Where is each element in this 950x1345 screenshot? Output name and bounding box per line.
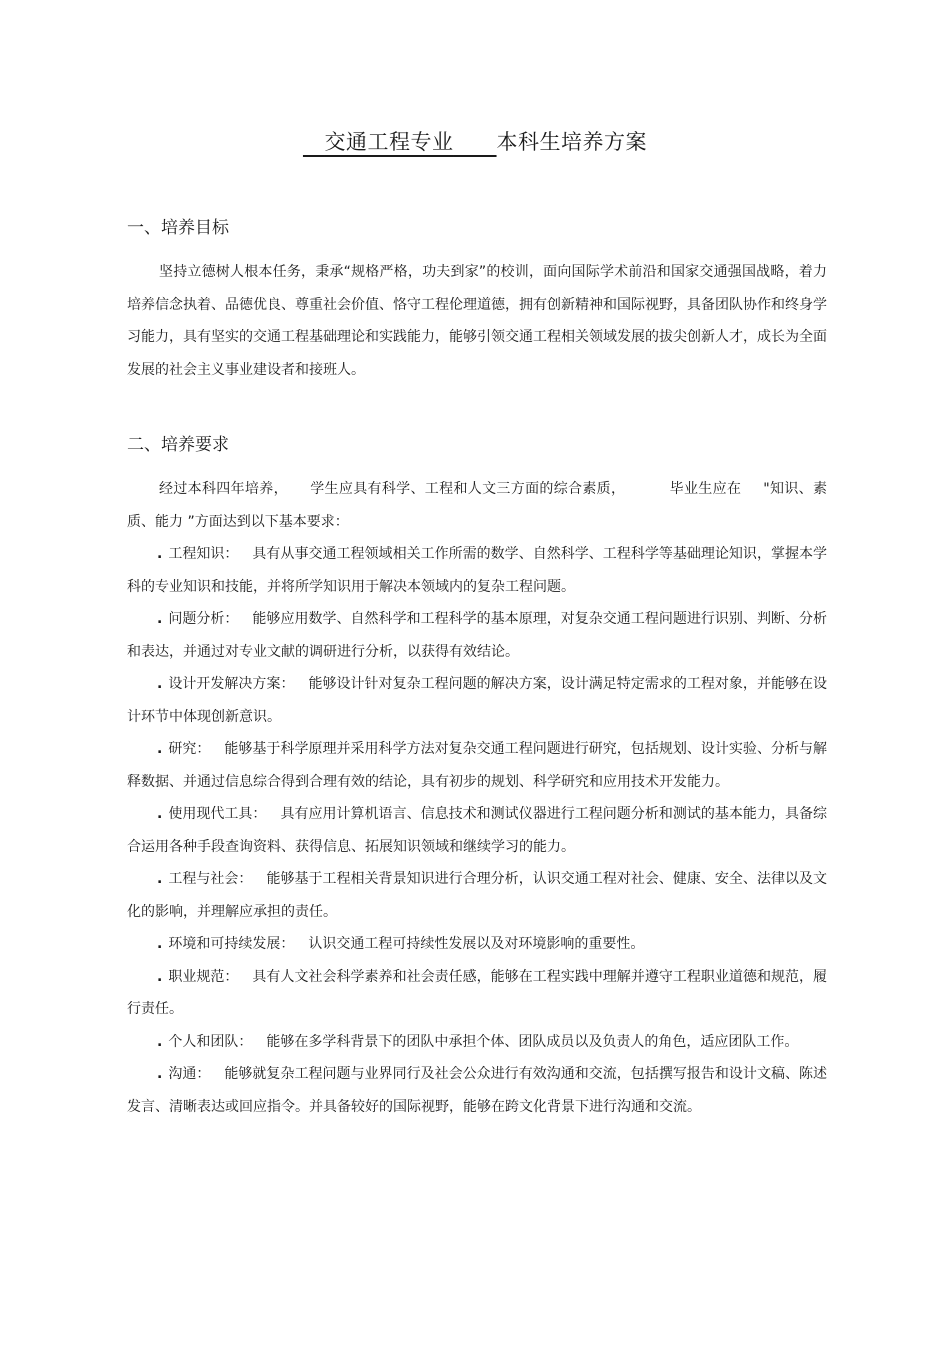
goals-body xyxy=(127,256,827,386)
bullet-dot: . xyxy=(157,871,163,887)
bullet-dot: . xyxy=(157,676,163,692)
requirement-item xyxy=(127,961,827,1026)
requirement-item xyxy=(127,798,827,863)
requirement-text: 能够应用数学、自然科学和工程科学的基本原理，对复杂交通工程问题进行识别、判断、分析和表达，并通过对专业文献的调研进行分析，以获得有效结论。 xyxy=(127,611,828,660)
requirement-item xyxy=(127,668,827,733)
requirement-text: 具有从事交通工程领域相关工作所需的数学、自然科学、工程科学等基础理论知识，掌握本学科的专业知识和技能，并将所学知识用于解决本领域内的复杂工程问题。 xyxy=(127,546,828,595)
bullet-dot: . xyxy=(157,741,163,757)
bullet-dot: . xyxy=(157,1033,163,1050)
requirement-text: 能够在多学科背景下的团队中承担个体、团队成员以及负责人的角色，适应团队工作。 xyxy=(266,1033,799,1050)
bullet-dot: . xyxy=(157,968,163,985)
page-title xyxy=(0,126,950,158)
requirements-body xyxy=(127,473,827,1123)
requirement-text: 能够基于科学原理并采用科学方法对复杂交通工程问题进行研究，包括规划、设计实验、分析与解释数据、并通过信息综合得到合理有效的结论，具有初步的规划、科学研究和应用技术开发能力。 xyxy=(127,741,828,790)
requirement-item xyxy=(127,603,827,668)
requirement-text: 具有应用计算机语言、信息技术和测试仪器进行工程问题分析和测试的基本能力，具备综合运用各种手段查询资料、获得信息、拓展知识领域和继续学习的能力。 xyxy=(127,806,828,855)
requirement-item xyxy=(127,538,827,603)
bullet-dot: . xyxy=(157,611,163,627)
requirement-item xyxy=(127,928,827,961)
requirement-term: 职业规范： xyxy=(168,968,239,985)
requirement-item xyxy=(127,1058,827,1123)
requirement-term: 环境和可持续发展： xyxy=(168,936,295,952)
requirement-term: 问题分析： xyxy=(168,611,239,627)
requirement-term: 研究： xyxy=(168,741,211,757)
section-heading-requirements: 二、培养要求 xyxy=(127,435,229,455)
requirement-item xyxy=(127,733,827,798)
bullet-dot: . xyxy=(157,806,163,822)
requirement-term: 个人和团队： xyxy=(168,1033,253,1050)
title-suffix: 本科生培养方案 xyxy=(496,130,648,154)
requirement-text: 能够设计针对复杂工程问题的解决方案，设计满足特定需求的工程对象，并能够在设计环节中体现创新意识。 xyxy=(127,676,828,725)
bullet-dot: . xyxy=(157,546,163,562)
requirement-term: 沟通： xyxy=(168,1066,211,1082)
requirements-list xyxy=(127,538,827,1123)
requirement-text: 认识交通工程可持续性发展以及对环境影响的重要性。 xyxy=(308,936,645,952)
requirement-item xyxy=(127,1026,827,1059)
requirement-text: 能够基于工程相关背景知识进行合理分析，认识交通工程对社会、健康、安全、法律以及文化的影响，并理解应承担的责任。 xyxy=(127,871,828,920)
goals-paragraph: 坚持立德树人根本任务，秉承“规格严格，功夫到家”的校训，面向国际学术前沿和国家交通强国战略，着力培养信念执着、品德优良、尊重社会价值、恪守工程伦理道德，拥有创新精神和国际视野，具备团队协作和终身学习能力，具有坚实的交通工程基础理论和实践能力，能够引领交通工程相关领域发展的拔尖创新人才，成长为全面发展的社会主义事业建设者和接班人。 xyxy=(127,264,827,378)
requirement-text: 能够就复杂工程问题与业界同行及社会公众进行有效沟通和交流，包括撰写报告和设计文稿、陈述发言、清晰表达或回应指令。并具备较好的国际视野，能够在跨文化背景下进行沟通和交流。 xyxy=(127,1066,828,1115)
section-heading-goals: 一、培养目标 xyxy=(127,218,229,238)
requirement-text: 具有人文社会科学素养和社会责任感，能够在工程实践中理解并遵守工程职业道德和规范，履行责任。 xyxy=(127,968,828,1017)
requirement-term: 工程与社会： xyxy=(168,871,253,887)
requirements-intro: 经过本科四年培养， 学生应具有科学、工程和人文三方面的综合素质， 毕业生应在 "知识、素质、能力 ”方面达到以下基本要求： xyxy=(127,481,827,530)
bullet-dot: . xyxy=(157,1066,163,1082)
title-major: 交通工程专业 xyxy=(324,130,454,154)
requirement-item xyxy=(127,863,827,928)
requirement-term: 设计开发解决方案： xyxy=(168,676,295,692)
requirement-term: 工程知识： xyxy=(168,546,239,562)
bullet-dot: . xyxy=(157,936,163,952)
requirement-term: 使用现代工具： xyxy=(168,806,267,822)
